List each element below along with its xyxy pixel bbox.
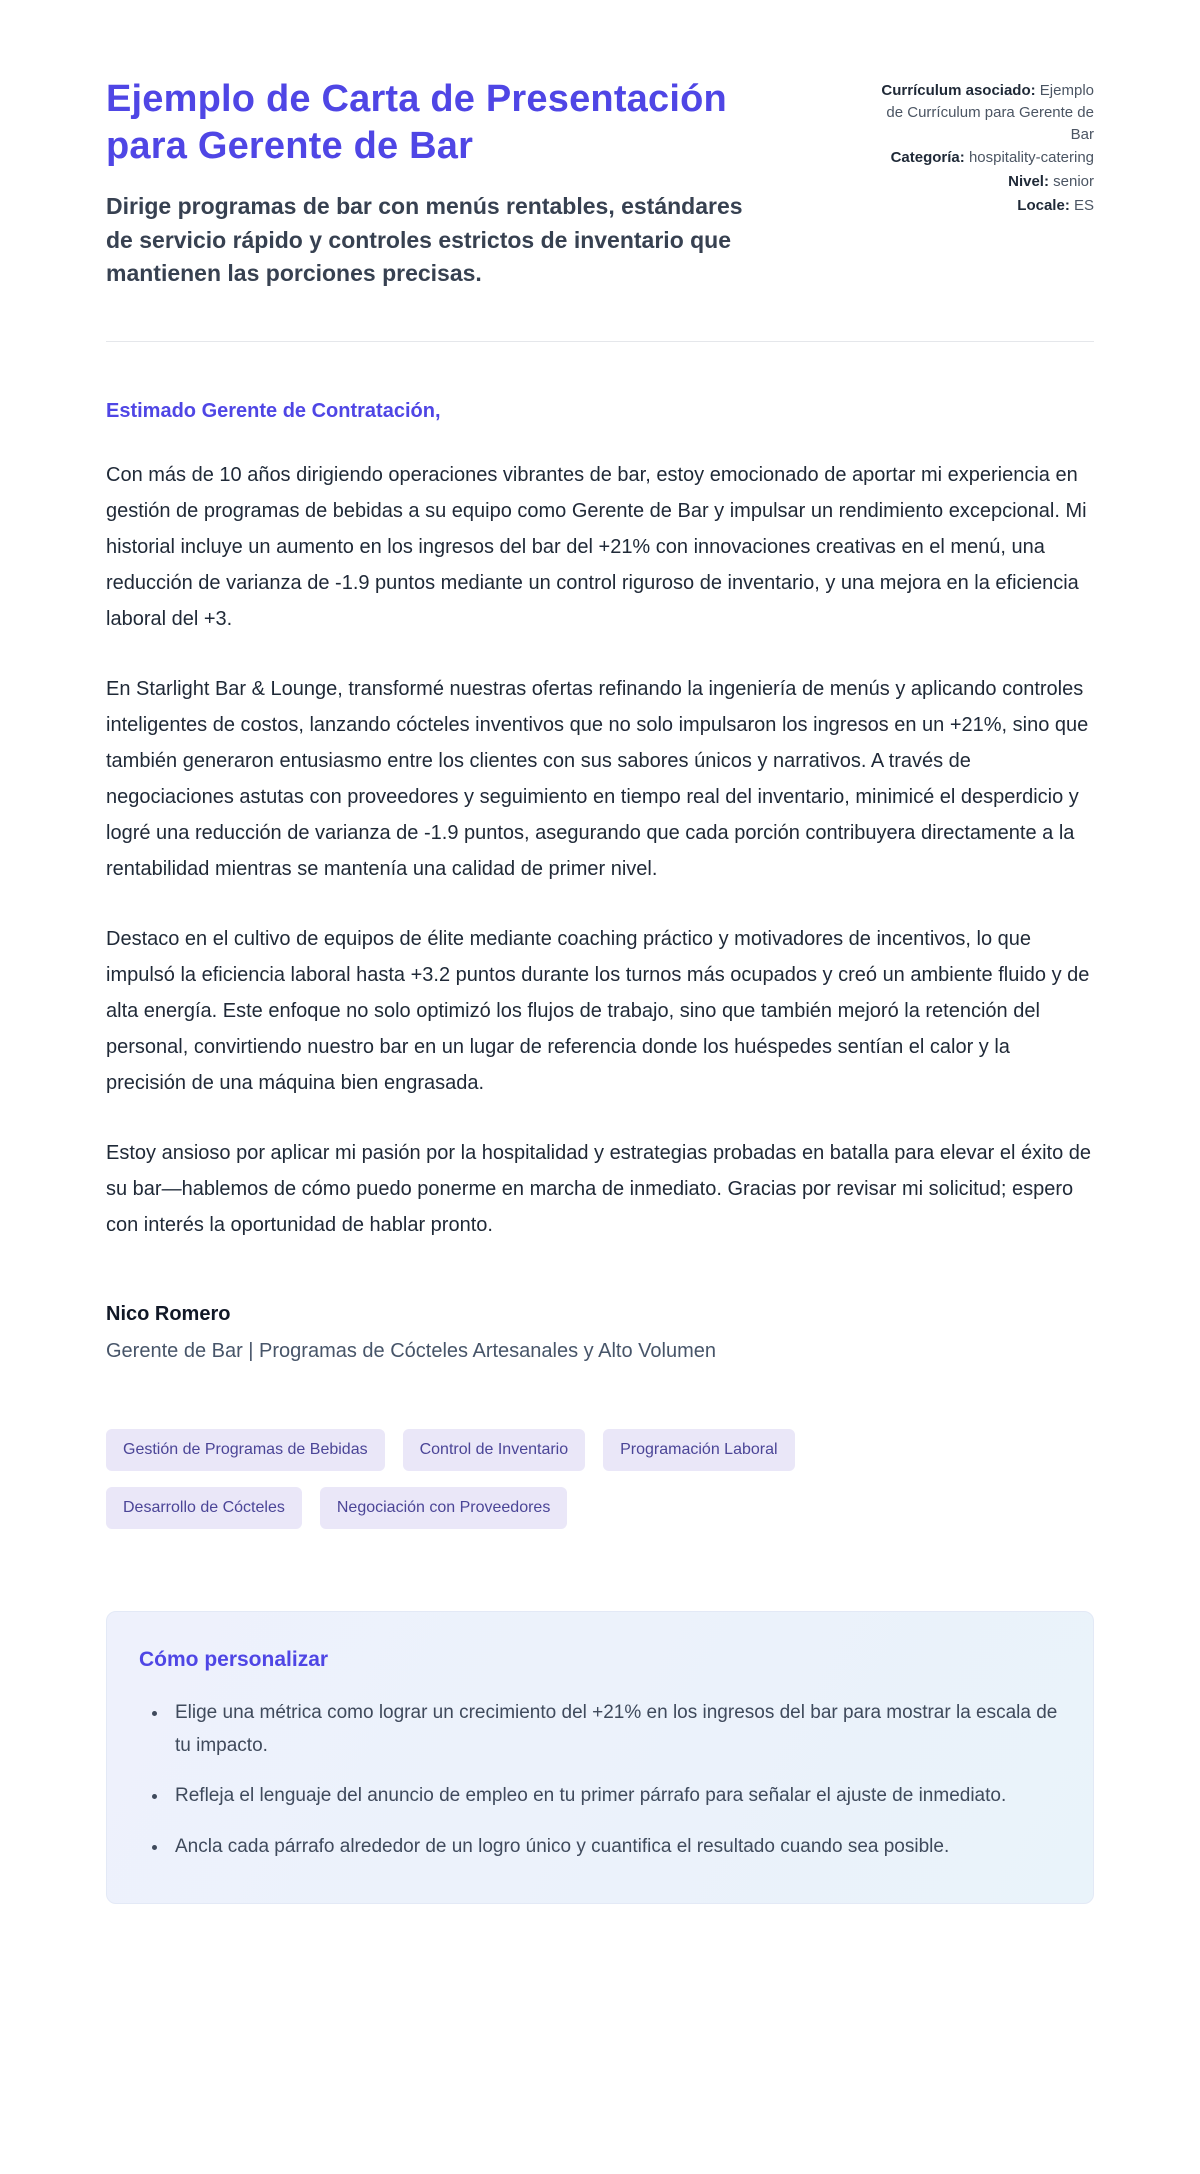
letter-paragraph: Estoy ansioso por aplicar mi pasión por la hospitalidad y estrategias probadas en batalla para elevar el éxito de su bar—hablemos de cómo puedo ponerme en marcha de inmediato. Gracias por revisar mi solicitud; espero con interés la oportunidad de hablar pronto. — [106, 1141, 1092, 1236]
meta-label: Categoría: — [890, 149, 965, 167]
signature-block — [106, 1303, 1094, 1363]
customization-callout — [106, 1611, 1094, 1904]
meta-value: Ejemplo de Currículum para Gerente de Bar — [886, 82, 1094, 143]
skill-tag: Programación Laboral — [603, 1429, 794, 1471]
letter-greeting: Estimado Gerente de Contratación, — [106, 399, 441, 422]
signature-role: Gerente de Bar | Programas de Cócteles Artesanales y Alto Volumen — [106, 1339, 716, 1362]
skill-tag: Desarrollo de Cócteles — [106, 1487, 302, 1529]
skill-tags — [106, 1429, 926, 1529]
callout-list — [139, 1696, 1059, 1863]
meta-value: ES — [1073, 196, 1094, 214]
article-header — [106, 76, 1094, 291]
divider — [106, 341, 1094, 342]
skill-tag: Control de Inventario — [403, 1429, 586, 1471]
meta-value: hospitality-catering — [968, 149, 1094, 167]
callout-item: • Elige una métrica como lograr un crecimiento del +21% en los ingresos del bar para mostrar la escala de tu impacto. — [169, 1696, 1059, 1763]
meta-label: Nivel: — [1008, 173, 1049, 190]
letter-paragraph: Con más de 10 años dirigiendo operaciones vibrantes de bar, estoy emocionado de aportar mi experiencia en gestión de programas de bebidas a su equipo como Gerente de Bar y impulsar un rendimiento excepcional. Mi historial incluye un aumento en los ingresos del bar del +21% con innovaciones creativas en el menú, una reducción de varianza de -1.9 puntos mediante un control riguroso de inventario, y una mejora en la eficiencia laboral del +3. — [106, 463, 1087, 630]
page-subtitle: Dirige programas de bar con menús rentables, estándares de servicio rápido y controles estrictos de inventario que mantienen las porciones precisas. — [106, 193, 743, 287]
skill-tag: Gestión de Programas de Bebidas — [106, 1429, 385, 1471]
meta-label: Locale: — [1017, 196, 1070, 214]
page-title: Ejemplo de Carta de Presentación para Gerente de Bar — [106, 78, 727, 168]
letter-paragraph: En Starlight Bar & Lounge, transformé nuestras ofertas refinando la ingeniería de menús y aplicando controles inteligentes de costos, lanzando cócteles inventivos que no solo impulsaron los ingresos en un +21%, sino que también generaron entusiasmo entre los clientes con sus sabores únicos y narrativos. A través de negociaciones astutas con proveedores y seguimiento en tiempo real del inventario, minimicé el desperdicio y logré una reducción de varianza de -1.9 puntos, asegurando que cada porción contribuyera directamente a la rentabilidad mientras se mantenía una calidad de primer nivel. — [106, 677, 1089, 880]
callout-title: Cómo personalizar — [139, 1647, 329, 1671]
letter-paragraph: Destaco en el cultivo de equipos de élite mediante coaching práctico y motivadores de incentivos, lo que impulsó la eficiencia laboral hasta +3.2 puntos durante los turnos más ocupados y creó un ambiente fluido y de alta energía. Este enfoque no solo optimizó los flujos de trabajo, sino que también mejoró la retención del personal, convirtiendo nuestro bar en un lugar de referencia donde los huéspedes sentían el calor y la precisión de una máquina bien engrasada. — [106, 927, 1090, 1094]
meta-row-resume — [876, 80, 1094, 145]
callout-item: • Ancla cada párrafo alrededor de un logro único y cuantifica el resultado cuando sea posible. — [169, 1830, 1059, 1863]
skill-tag: Negociación con Proveedores — [320, 1487, 567, 1529]
meta-row-locale — [876, 195, 1094, 217]
meta-value: senior — [1053, 173, 1094, 190]
meta-row-level — [876, 171, 1094, 193]
cover-letter-body — [106, 400, 1094, 1363]
meta-row-category — [876, 147, 1094, 169]
meta-panel — [876, 76, 1094, 219]
header-text-block — [106, 76, 771, 291]
page — [106, 0, 1094, 1968]
callout-item: • Refleja el lenguaje del anuncio de empleo en tu primer párrafo para señalar el ajuste de inmediato. — [169, 1779, 1059, 1812]
signature-name: Nico Romero — [106, 1302, 231, 1325]
meta-label: Currículum asociado: — [881, 82, 1036, 99]
